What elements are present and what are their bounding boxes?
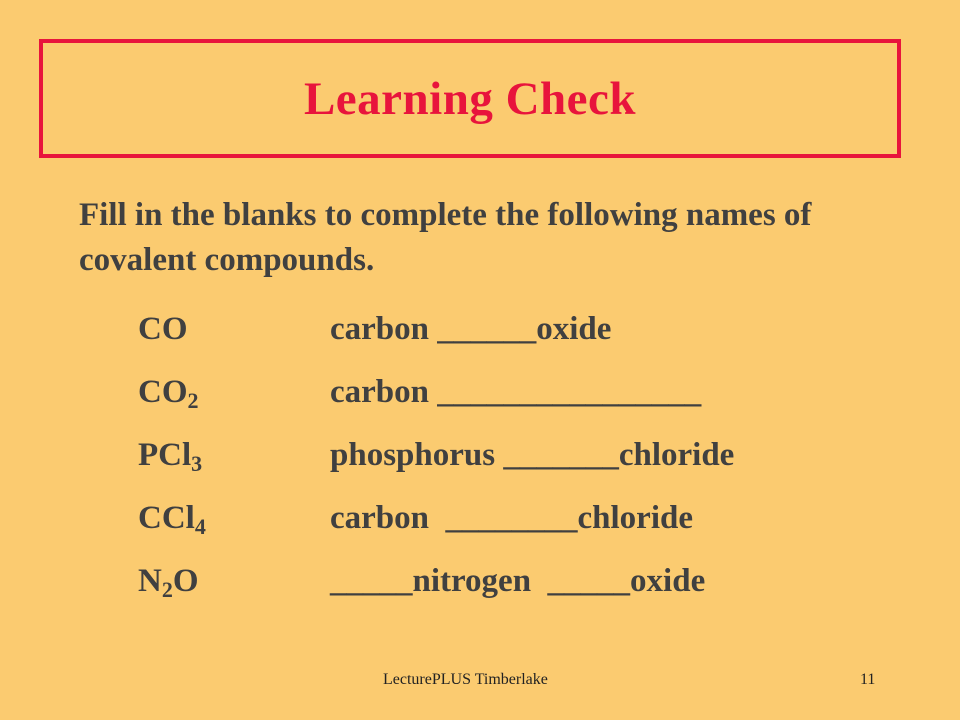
title-box <box>39 39 901 158</box>
compound-name: carbon ________chloride <box>330 500 693 536</box>
intro-text: Fill in the blanks to complete the following names of covalent compounds. <box>79 197 812 278</box>
compound-name: carbon ______oxide <box>330 311 612 347</box>
compound-formula: PCl$_3$ <box>138 437 203 476</box>
compound-formula: $N_2O$ <box>138 563 199 602</box>
compound-name: carbon ________________ <box>330 374 702 410</box>
compound-name: phosphorus _______chloride <box>330 437 735 473</box>
compound-row <box>138 369 898 432</box>
compound-row <box>138 558 898 621</box>
compound-row <box>138 495 898 558</box>
compound-formula: CCl$_4$ <box>138 500 206 539</box>
compound-row <box>138 306 898 369</box>
slide-title: Learning Check <box>303 72 637 125</box>
compound-list <box>138 306 898 621</box>
page-number: 11 <box>860 671 876 688</box>
compound-row <box>138 432 898 495</box>
footer-credit: LecturePLUS Timberlake <box>383 671 548 688</box>
compound-formula: $CO_2$ <box>138 374 199 413</box>
compound-name: _____nitrogen _____oxide <box>330 563 706 599</box>
compound-formula: CO <box>138 311 188 347</box>
